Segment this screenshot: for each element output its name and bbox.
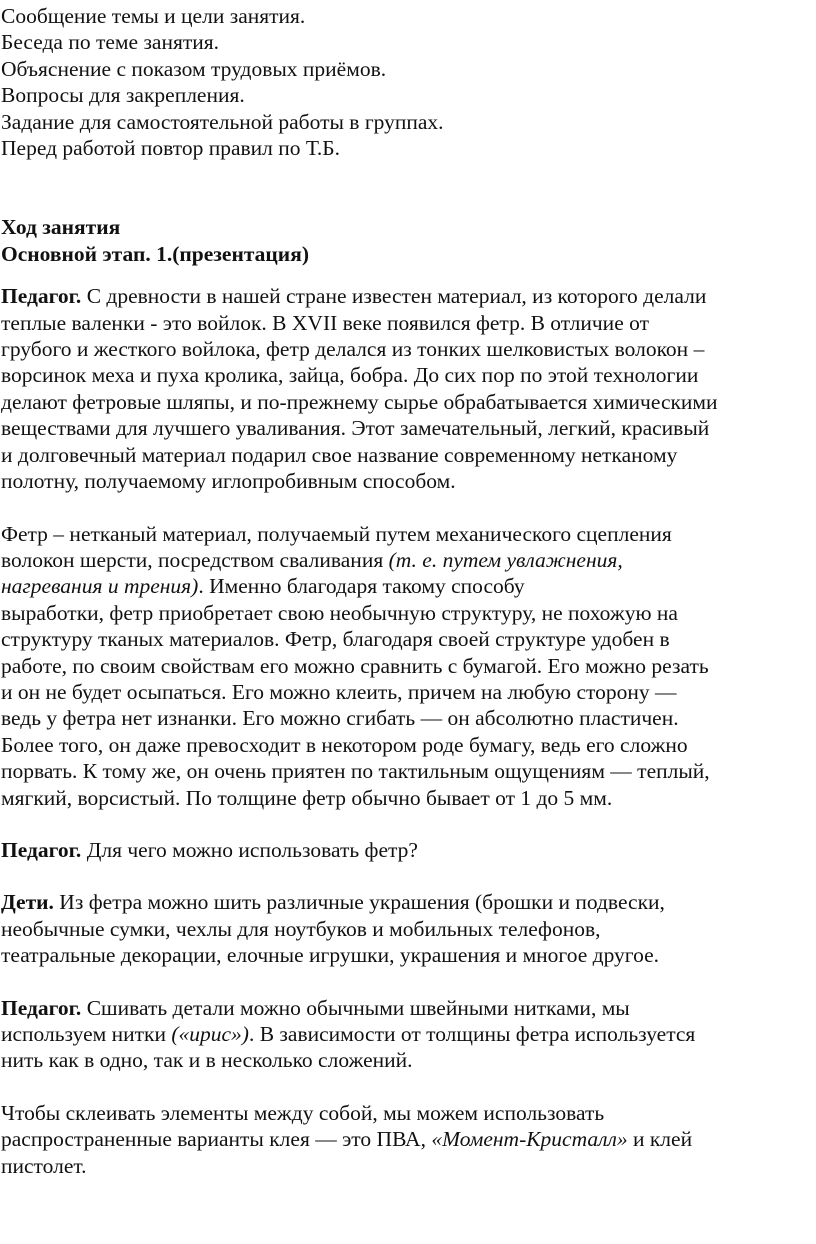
lesson-plan-list [1, 3, 816, 161]
paragraph-text: Чтобы склеивать элементы между собой, мы можем использовать [1, 1100, 605, 1125]
paragraph-text: структуру тканых материалов. Фетр, благодаря своей структуре удобен в [1, 627, 670, 652]
paragraph-text: и клей [627, 1127, 693, 1152]
list-item: Сообщение темы и цели занятия. [1, 4, 306, 28]
paragraph-text: теплые валенки - это войлок. В XVII веке появился фетр. В отличие от [1, 310, 649, 335]
paragraph-text: ведь у фетра нет изнанки. Его можно сгибать — он абсолютно пластичен. [1, 706, 679, 731]
paragraph-text: нить как в одно, так и в несколько сложений. [1, 1048, 413, 1073]
paragraph-children-answer [1, 889, 816, 968]
paragraph-text: С древности в нашей стране известен материал, из которого делали [81, 284, 707, 309]
list-item: Перед работой повтор правил по Т.Б. [1, 136, 340, 161]
paragraph-text: театральные декорации, елочные игрушки, украшения и многое другое. [1, 943, 660, 968]
paragraph-text: и долговечный материал подарил свое название современному нетканому [1, 442, 678, 467]
italic-text: («ирис») [171, 1022, 249, 1046]
paragraph-text: Для чего можно использовать фетр? [81, 837, 418, 862]
paragraph-text: грубого и жесткого войлока, фетр делался из тонких шелковистых волокон – [1, 337, 705, 362]
paragraph-teacher-threads [1, 995, 816, 1074]
heading-title: Ход занятия [1, 215, 121, 240]
paragraph-text: ворсинок меха и пуха кролика, зайца, бобра. До сих пор по этой технологии [1, 363, 699, 388]
speaker-label: Педагог. [1, 284, 82, 309]
paragraph-teacher-question [1, 837, 816, 863]
paragraph-text: Сшивать детали можно обычными швейными нитками, мы [81, 995, 630, 1020]
paragraph-text: распространенные варианты клея — это ПВА, [1, 1127, 432, 1152]
section-heading [1, 214, 816, 267]
heading-subtitle: Основной этап. 1.(презентация) [1, 241, 309, 266]
paragraph-teacher-intro [1, 283, 816, 494]
paragraph-text: веществами для лучшего уваливания. Этот замечательный, легкий, красивый [1, 416, 710, 441]
paragraph-text: порвать. К тому же, он очень приятен по тактильным ощущениям — теплый, [1, 759, 710, 784]
speaker-label: Дети. [1, 890, 54, 915]
speaker-label: Педагог. [1, 837, 82, 862]
list-item: Объяснение с показом трудовых приёмов. [1, 56, 387, 81]
list-item: Задание для самостоятельной работы в группах. [1, 109, 444, 134]
paragraph-text: необычные сумки, чехлы для ноутбуков и мобильных телефонов, [1, 916, 601, 941]
list-item: Беседа по теме занятия. [1, 30, 220, 55]
paragraph-text: полотну, получаемому иглопробивным способом. [1, 469, 456, 494]
paragraph-text: пистолет. [1, 1153, 87, 1178]
paragraph-text: и он не будет осыпаться. Его можно клеить, причем на любую сторону — [1, 679, 677, 704]
italic-text: «Момент-Кристалл» [431, 1127, 628, 1152]
paragraph-text: Из фетра можно шить различные украшения (брошки и подвески, [53, 890, 665, 915]
italic-text: (т. е. путем увлажнения, [388, 547, 623, 572]
speaker-label: Педагог. [1, 995, 82, 1020]
italic-text: нагревания и трения) [1, 574, 199, 599]
paragraph-text: делают фетровые шляпы, и по-прежнему сырье обрабатывается химическими [1, 389, 718, 414]
paragraph-text: работе, по своим свойствам его можно сравнить с бумагой. Его можно резать [1, 653, 709, 678]
paragraph-text: . В зависимости от толщины фетра используется [248, 1022, 696, 1046]
paragraph-text: выработки, фетр приобретает свою необычную структуру, не похожую на [1, 600, 678, 625]
paragraph-text: Фетр – нетканый материал, получаемый путем механического сцепления [1, 521, 672, 546]
paragraph-text: волокон шерсти, посредством сваливания [1, 547, 389, 572]
paragraph-text: используем нитки [1, 1022, 172, 1046]
paragraph-text: Более того, он даже превосходит в некотором роде бумагу, ведь его сложно [1, 732, 688, 757]
list-item: Вопросы для закрепления. [1, 83, 245, 108]
paragraph-text: мягкий, ворсистый. По толщине фетр обычно бывает от 1 до 5 мм. [1, 785, 613, 810]
paragraph-text: . Именно благодаря такому способу [198, 574, 525, 599]
paragraph-glue [1, 1100, 816, 1179]
paragraph-felt-definition [1, 521, 816, 811]
